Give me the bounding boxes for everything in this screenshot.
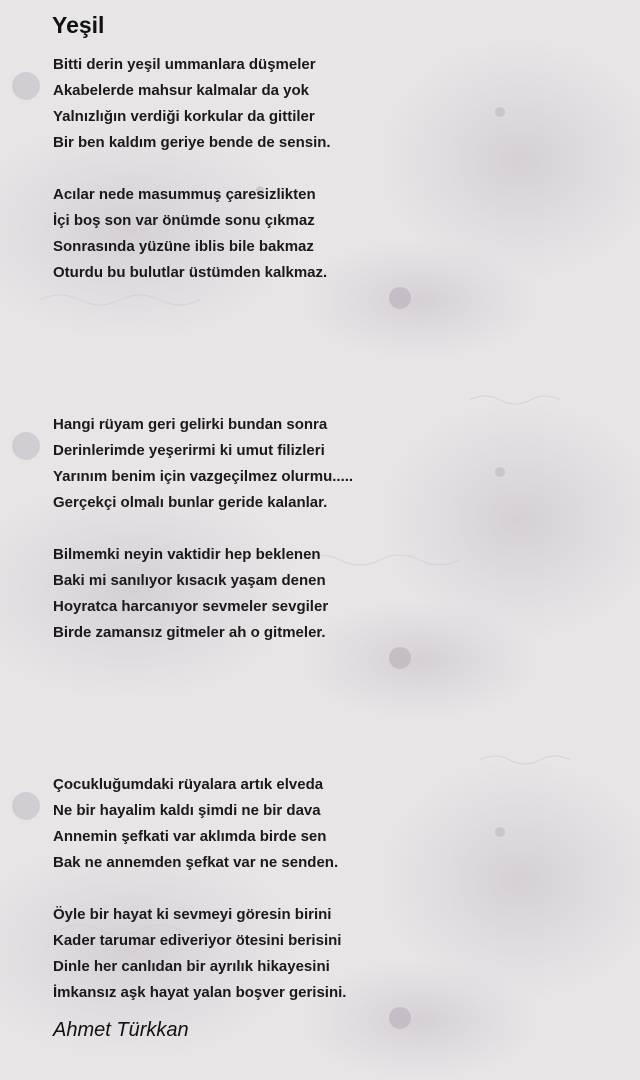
poem-line: Bir ben kaldım geriye bende de sensin. (53, 134, 331, 151)
poem-line: Bilmemki neyin vaktidir hep beklenen (53, 546, 321, 563)
stanza-3 (53, 412, 353, 516)
poem-line: Kader tarumar ediveriyor ötesini berisini (53, 932, 342, 949)
poem-line: Derinlerimde yeşerirmi ki umut filizleri (53, 442, 325, 459)
stanza-2 (53, 182, 327, 286)
poem-title: Yeşil (52, 12, 105, 38)
poem-author: Ahmet Türkkan (53, 1019, 189, 1041)
poem-line: Baki mi sanılıyor kısacık yaşam denen (53, 572, 326, 589)
poem-line: Bak ne annemden şefkat var ne senden. (53, 854, 339, 871)
stanza-6 (53, 902, 346, 1006)
poem-line: Hoyratca harcanıyor sevmeler sevgiler (53, 598, 329, 615)
poem-line: Öyle bir hayat ki sevmeyi göresin birini (53, 906, 332, 923)
poem-line: Yarınım benim için vazgeçilmez olurmu..... (53, 468, 354, 485)
poem-line: Yalnızlığın verdiği korkular da gittiler (53, 108, 315, 125)
poem-line: Acılar nede masummuş çaresizlikten (53, 186, 316, 203)
poem-line: İçi boş son var önümde sonu çıkmaz (53, 212, 315, 229)
poem-line: Birde zamansız gitmeler ah o gitmeler. (53, 624, 326, 641)
poem-line: Annemin şefkati var aklımda birde sen (53, 828, 327, 845)
poem-line: Ne bir hayalim kaldı şimdi ne bir dava (53, 802, 321, 819)
poem-line: İmkansız aşk hayat yalan boşver gerisini. (53, 984, 347, 1001)
stanza-1 (53, 52, 331, 156)
poem-line: Hangi rüyam geri gelirki bundan sonra (53, 416, 328, 433)
poem-line: Sonrasında yüzüne iblis bile bakmaz (53, 238, 314, 255)
poem-line: Akabelerde mahsur kalmalar da yok (53, 82, 309, 99)
poem-line: Bitti derin yeşil ummanlara düşmeler (53, 56, 316, 73)
stanza-5 (53, 772, 338, 876)
poem-line: Oturdu bu bulutlar üstümden kalkmaz. (53, 264, 328, 281)
poem-line: Gerçekçi olmalı bunlar geride kalanlar. (53, 494, 328, 511)
stanza-4 (53, 542, 328, 646)
poem-line: Dinle her canlıdan bir ayrılık hikayesini (53, 958, 330, 975)
poem-line: Çocukluğumdaki rüyalara artık elveda (53, 776, 324, 793)
